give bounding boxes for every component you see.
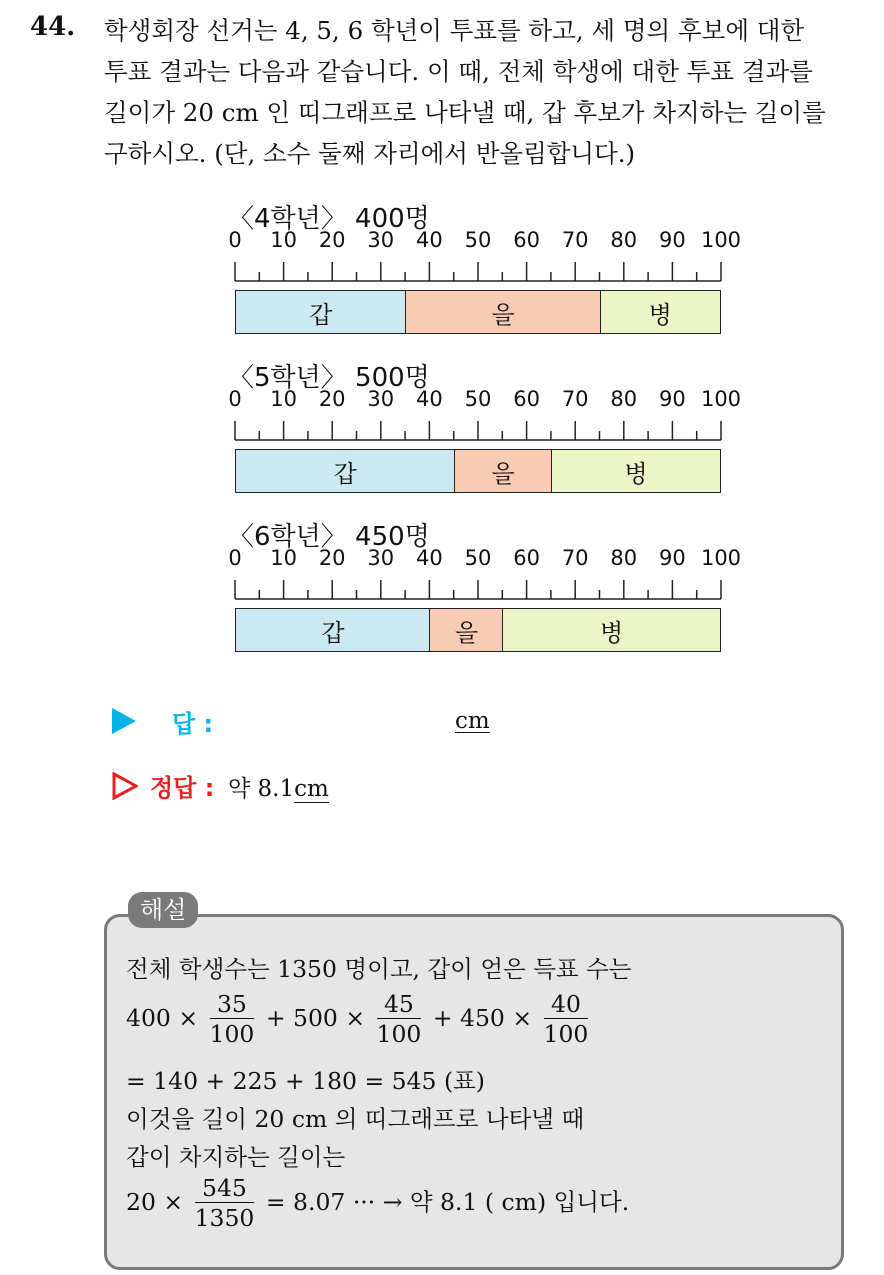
question-text	[104, 10, 864, 174]
formula-term: 400 ×	[126, 1004, 199, 1032]
ruler-scale	[235, 421, 721, 441]
solution-label: 정답 :	[150, 774, 215, 802]
explanation-line: 전체 학생수는 1350 명이고, 갑이 얻은 득표 수는	[126, 955, 632, 983]
tick-label: 10	[270, 387, 297, 411]
formula-term: + 450 ×	[432, 1004, 533, 1032]
question-line: 학생회장 선거는 4, 5, 6 학년이 투표를 하고, 세 명의 후보에 대한	[104, 16, 805, 45]
band-chart-grade6	[200, 516, 760, 656]
band-segment: 병	[551, 449, 721, 493]
explanation-line: 갑이 차지하는 길이는	[126, 1143, 346, 1171]
explanation-line: = 140 + 225 + 180 = 545 (표)	[126, 1067, 485, 1095]
tick-label: 20	[318, 387, 346, 411]
tick-label: 10	[270, 546, 297, 570]
fraction	[377, 990, 422, 1049]
solution-unit: cm	[294, 776, 329, 802]
tick-label: 100	[700, 228, 742, 252]
band-bar	[235, 449, 721, 495]
tick-label: 0	[228, 546, 242, 570]
fraction	[210, 990, 255, 1049]
ruler-scale	[235, 262, 721, 282]
tick-label: 20	[318, 228, 346, 252]
band-chart-grade4	[200, 198, 760, 338]
tick-label: 90	[659, 228, 686, 252]
denominator: 100	[376, 1020, 422, 1048]
band-bar	[235, 608, 721, 654]
solution-number: 약 8.1	[228, 776, 295, 802]
chart-title: 〈4학년〉 400명	[228, 204, 430, 234]
chart-title: 〈6학년〉 450명	[228, 522, 430, 552]
tick-label: 90	[659, 546, 686, 570]
tick-label: 0	[228, 387, 242, 411]
denominator: 100	[543, 1020, 589, 1048]
play-triangle-icon	[112, 708, 136, 734]
answer-label: 답 :	[172, 710, 214, 738]
tick-label: 0	[228, 228, 242, 252]
tick-label: 50	[464, 387, 492, 411]
tick-label: 100	[700, 387, 742, 411]
tick-label: 50	[464, 546, 492, 570]
chart-title: 〈5학년〉 500명	[228, 363, 430, 393]
formula-term: + 500 ×	[265, 1004, 366, 1032]
formula-term: = 8.07 ··· → 약 8.1 ( cm) 입니다.	[265, 1188, 630, 1216]
tick-label: 90	[659, 387, 686, 411]
tick-label: 80	[610, 387, 638, 411]
question-line: 구하시오. (단, 소수 둘째 자리에서 반올림합니다.)	[104, 139, 636, 168]
formula-term: 20 ×	[126, 1188, 184, 1216]
tick-label: 80	[610, 228, 638, 252]
tick-label: 60	[513, 387, 540, 411]
tick-label: 40	[416, 228, 443, 252]
explanation-line: 이것을 길이 20 cm 의 띠그래프로 나타낼 때	[126, 1105, 585, 1133]
fraction	[544, 990, 589, 1049]
explanation-tag: 해설	[128, 892, 198, 928]
tick-label: 50	[464, 228, 492, 252]
numerator: 545	[195, 1174, 255, 1203]
band-segment: 병	[502, 608, 721, 652]
tick-label: 70	[561, 387, 589, 411]
band-segment: 갑	[235, 290, 407, 334]
fraction	[195, 1174, 255, 1233]
numerator: 45	[377, 990, 422, 1019]
tick-label: 70	[561, 228, 589, 252]
question-line: 투표 결과는 다음과 같습니다. 이 때, 전체 학생에 대한 투표 결과를	[104, 57, 813, 86]
tick-label: 60	[513, 228, 540, 252]
tick-label: 30	[367, 228, 395, 252]
numerator: 35	[210, 990, 255, 1019]
band-segment: 갑	[235, 608, 431, 652]
tick-label: 40	[416, 387, 443, 411]
band-segment: 갑	[235, 449, 455, 493]
band-segment: 병	[600, 290, 722, 334]
tick-label: 30	[367, 387, 395, 411]
tick-label: 30	[367, 546, 395, 570]
explanation-formula	[126, 990, 592, 1049]
tick-label: 20	[318, 546, 346, 570]
band-bar	[235, 290, 721, 336]
denominator: 100	[209, 1020, 255, 1048]
tick-label: 40	[416, 546, 443, 570]
solution-value	[228, 770, 329, 803]
ruler-scale	[235, 580, 721, 600]
question-number: 44.	[30, 12, 76, 42]
band-chart-grade5	[200, 357, 760, 497]
outline-triangle-icon	[112, 772, 138, 800]
band-segment: 을	[454, 449, 553, 493]
band-segment: 을	[405, 290, 601, 334]
tick-label: 60	[513, 546, 540, 570]
tick-label: 10	[270, 228, 297, 252]
answer-unit: cm	[455, 708, 490, 734]
question-line: 길이가 20 cm 인 띠그래프로 나타낼 때, 갑 후보가 차지하는 길이를	[104, 98, 826, 127]
denominator: 1350	[194, 1204, 255, 1232]
tick-label: 80	[610, 546, 638, 570]
tick-label: 100	[700, 546, 742, 570]
numerator: 40	[544, 990, 589, 1019]
explanation-formula	[126, 1174, 629, 1233]
tick-label: 70	[561, 546, 589, 570]
band-segment: 을	[429, 608, 503, 652]
